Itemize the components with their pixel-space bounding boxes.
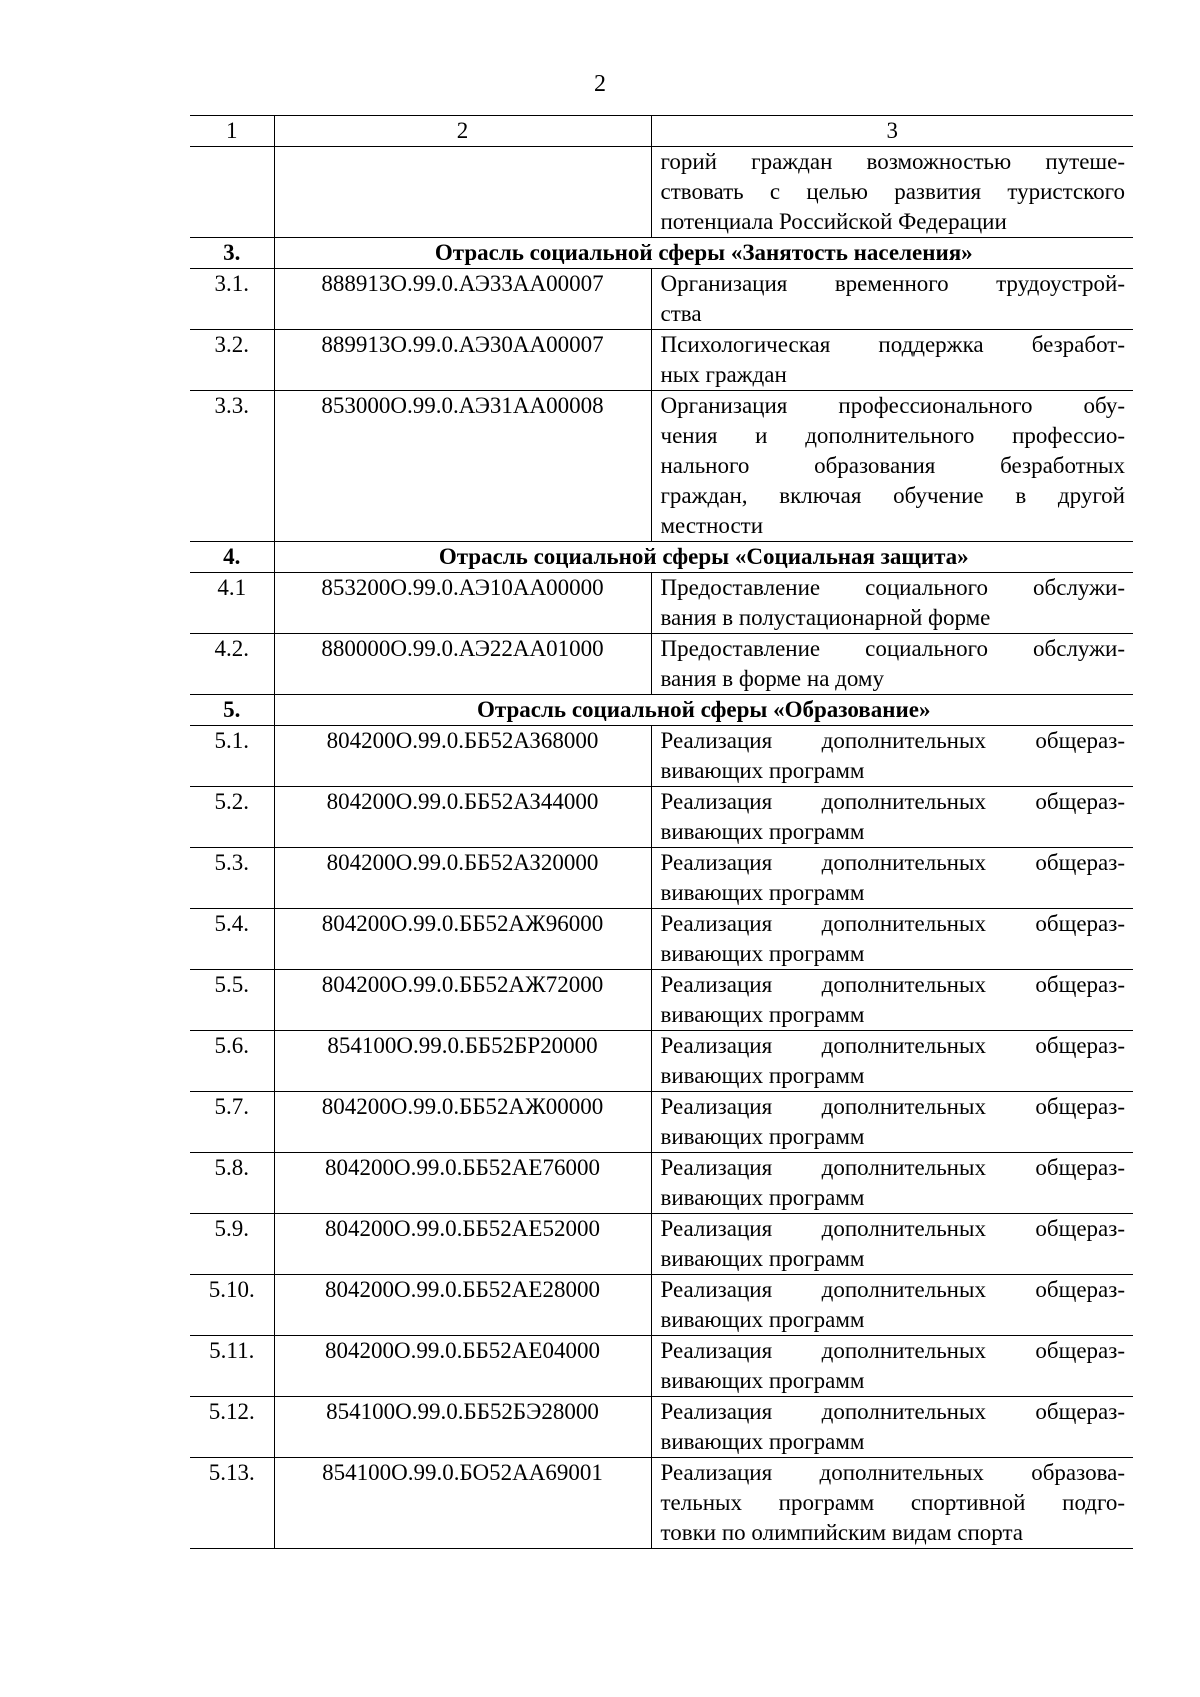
- section-number: 4.: [190, 542, 274, 573]
- description-line: вивающих программ: [660, 1124, 865, 1149]
- description-line: Реализация дополнительных общераз-: [660, 728, 1125, 753]
- description-line: местности: [660, 513, 764, 538]
- description-line: ных граждан: [660, 362, 787, 387]
- table-row: [190, 1092, 1133, 1153]
- description-line: Предоставление социального обслужи-: [660, 636, 1125, 661]
- description-line: вивающих программ: [660, 1002, 865, 1027]
- service-code: 888913О.99.0.АЭ33АА00007: [274, 269, 651, 330]
- description-line: Реализация дополнительных общераз-: [660, 972, 1125, 997]
- service-description: [651, 1214, 1133, 1275]
- service-code: 804200О.99.0.ББ52АЗ44000: [274, 787, 651, 848]
- service-description: [651, 1336, 1133, 1397]
- description-line: вивающих программ: [660, 758, 865, 783]
- row-number: 5.4.: [190, 909, 274, 970]
- description-line: ствовать с целью развития туристского: [660, 179, 1125, 204]
- service-description: [651, 573, 1133, 634]
- table-row: [190, 848, 1133, 909]
- service-code: 889913О.99.0.АЭ30АА00007: [274, 330, 651, 391]
- service-description: [651, 1397, 1133, 1458]
- description-line: Реализация дополнительных общераз-: [660, 1338, 1125, 1363]
- service-description: [651, 970, 1133, 1031]
- service-description: [651, 909, 1133, 970]
- section-number: 5.: [190, 695, 274, 726]
- service-code: 804200О.99.0.ББ52АЖ72000: [274, 970, 651, 1031]
- description-line: вивающих программ: [660, 1307, 865, 1332]
- description-line: нального образования безработных: [660, 453, 1125, 478]
- description-line: вания в полустационарной форме: [660, 605, 991, 630]
- service-code: 804200О.99.0.ББ52АЕ52000: [274, 1214, 651, 1275]
- service-description: [651, 726, 1133, 787]
- description-line: потенциала Российской Федерации: [660, 209, 1007, 234]
- description-line: Реализация дополнительных общераз-: [660, 850, 1125, 875]
- description-line: Реализация дополнительных общераз-: [660, 789, 1125, 814]
- row-number: 5.1.: [190, 726, 274, 787]
- description-line: Реализация дополнительных общераз-: [660, 1033, 1125, 1058]
- service-description: [651, 1092, 1133, 1153]
- service-description: [651, 330, 1133, 391]
- service-code: [274, 147, 651, 238]
- table-body: [190, 116, 1133, 1549]
- description-line: вания в форме на дому: [660, 666, 884, 691]
- description-line: вивающих программ: [660, 1429, 865, 1454]
- row-number: 4.2.: [190, 634, 274, 695]
- row-number: [190, 147, 274, 238]
- header-col-1: 1: [190, 116, 274, 147]
- table-row: [190, 1031, 1133, 1092]
- service-code: 854100О.99.0.ББ52БЭ28000: [274, 1397, 651, 1458]
- section-number: 3.: [190, 238, 274, 269]
- section-title: Отрасль социальной сферы «Образование»: [274, 695, 1133, 726]
- table-row: [190, 726, 1133, 787]
- service-description: [651, 391, 1133, 542]
- service-description: [651, 1275, 1133, 1336]
- description-line: Организация временного трудоустрой-: [660, 271, 1125, 296]
- description-line: ства: [660, 301, 702, 326]
- service-description: [651, 634, 1133, 695]
- description-line: Реализация дополнительных общераз-: [660, 1399, 1125, 1424]
- service-code: 853200О.99.0.АЭ10АА00000: [274, 573, 651, 634]
- service-code: 804200О.99.0.ББ52АЗ68000: [274, 726, 651, 787]
- row-number: 5.6.: [190, 1031, 274, 1092]
- row-number: 5.7.: [190, 1092, 274, 1153]
- table-row: [190, 1153, 1133, 1214]
- description-line: граждан, включая обучение в другой: [660, 483, 1125, 508]
- section-title: Отрасль социальной сферы «Занятость населения»: [274, 238, 1133, 269]
- section-row: [190, 695, 1133, 726]
- description-line: Психологическая поддержка безработ-: [660, 332, 1125, 357]
- description-line: вивающих программ: [660, 880, 865, 905]
- table-row: [190, 269, 1133, 330]
- services-table: [190, 115, 1133, 1549]
- table-row: [190, 573, 1133, 634]
- description-line: Реализация дополнительных общераз-: [660, 1094, 1125, 1119]
- table-row: [190, 634, 1133, 695]
- service-description: [651, 848, 1133, 909]
- table-row: [190, 787, 1133, 848]
- description-line: Реализация дополнительных общераз-: [660, 1155, 1125, 1180]
- service-code: 880000О.99.0.АЭ22АА01000: [274, 634, 651, 695]
- row-number: 3.2.: [190, 330, 274, 391]
- row-number: 3.1.: [190, 269, 274, 330]
- table-row: [190, 1275, 1133, 1336]
- table-row: [190, 1458, 1133, 1549]
- description-line: товки по олимпийским видам спорта: [660, 1520, 1023, 1545]
- table-row: [190, 1214, 1133, 1275]
- description-line: Предоставление социального обслужи-: [660, 575, 1125, 600]
- description-line: Реализация дополнительных общераз-: [660, 1277, 1125, 1302]
- description-line: Реализация дополнительных образова-: [660, 1460, 1125, 1485]
- row-number: 5.13.: [190, 1458, 274, 1549]
- row-number: 5.2.: [190, 787, 274, 848]
- table-row: [190, 147, 1133, 238]
- service-code: 804200О.99.0.ББ52АЕ04000: [274, 1336, 651, 1397]
- table-row: [190, 909, 1133, 970]
- row-number: 3.3.: [190, 391, 274, 542]
- row-number: 5.12.: [190, 1397, 274, 1458]
- service-description: [651, 787, 1133, 848]
- table-row: [190, 330, 1133, 391]
- description-line: вивающих программ: [660, 941, 865, 966]
- table-row: [190, 1336, 1133, 1397]
- row-number: 5.9.: [190, 1214, 274, 1275]
- service-description: [651, 1153, 1133, 1214]
- description-line: вивающих программ: [660, 819, 865, 844]
- row-number: 5.11.: [190, 1336, 274, 1397]
- service-description: [651, 1031, 1133, 1092]
- row-number: 4.1: [190, 573, 274, 634]
- service-description: [651, 1458, 1133, 1549]
- description-line: вивающих программ: [660, 1185, 865, 1210]
- table-row: [190, 970, 1133, 1031]
- service-code: 804200О.99.0.ББ52АЗ20000: [274, 848, 651, 909]
- table-row: [190, 1397, 1133, 1458]
- section-title: Отрасль социальной сферы «Социальная защита»: [274, 542, 1133, 573]
- service-code: 854100О.99.0.БО52АА69001: [274, 1458, 651, 1549]
- description-line: Реализация дополнительных общераз-: [660, 911, 1125, 936]
- table-row: [190, 391, 1133, 542]
- service-code: 804200О.99.0.ББ52АЕ76000: [274, 1153, 651, 1214]
- section-row: [190, 542, 1133, 573]
- service-code: 853000О.99.0.АЭ31АА00008: [274, 391, 651, 542]
- service-description: [651, 269, 1133, 330]
- description-line: вивающих программ: [660, 1246, 865, 1271]
- description-line: чения и дополнительного профессио-: [660, 423, 1125, 448]
- description-line: тельных программ спортивной подго-: [660, 1490, 1125, 1515]
- service-code: 854100О.99.0.ББ52БР20000: [274, 1031, 651, 1092]
- service-code: 804200О.99.0.ББ52АЖ00000: [274, 1092, 651, 1153]
- row-number: 5.10.: [190, 1275, 274, 1336]
- description-line: Организация профессионального обу-: [660, 393, 1125, 418]
- description-line: вивающих программ: [660, 1368, 865, 1393]
- row-number: 5.3.: [190, 848, 274, 909]
- row-number: 5.5.: [190, 970, 274, 1031]
- service-code: 804200О.99.0.ББ52АЖ96000: [274, 909, 651, 970]
- table-header-row: [190, 116, 1133, 147]
- service-description: [651, 147, 1133, 238]
- description-line: горий граждан возможностью путеше-: [660, 149, 1125, 174]
- description-line: вивающих программ: [660, 1063, 865, 1088]
- header-col-2: 2: [274, 116, 651, 147]
- row-number: 5.8.: [190, 1153, 274, 1214]
- page-number: 2: [594, 71, 606, 97]
- header-col-3: 3: [651, 116, 1133, 147]
- section-row: [190, 238, 1133, 269]
- service-code: 804200О.99.0.ББ52АЕ28000: [274, 1275, 651, 1336]
- description-line: Реализация дополнительных общераз-: [660, 1216, 1125, 1241]
